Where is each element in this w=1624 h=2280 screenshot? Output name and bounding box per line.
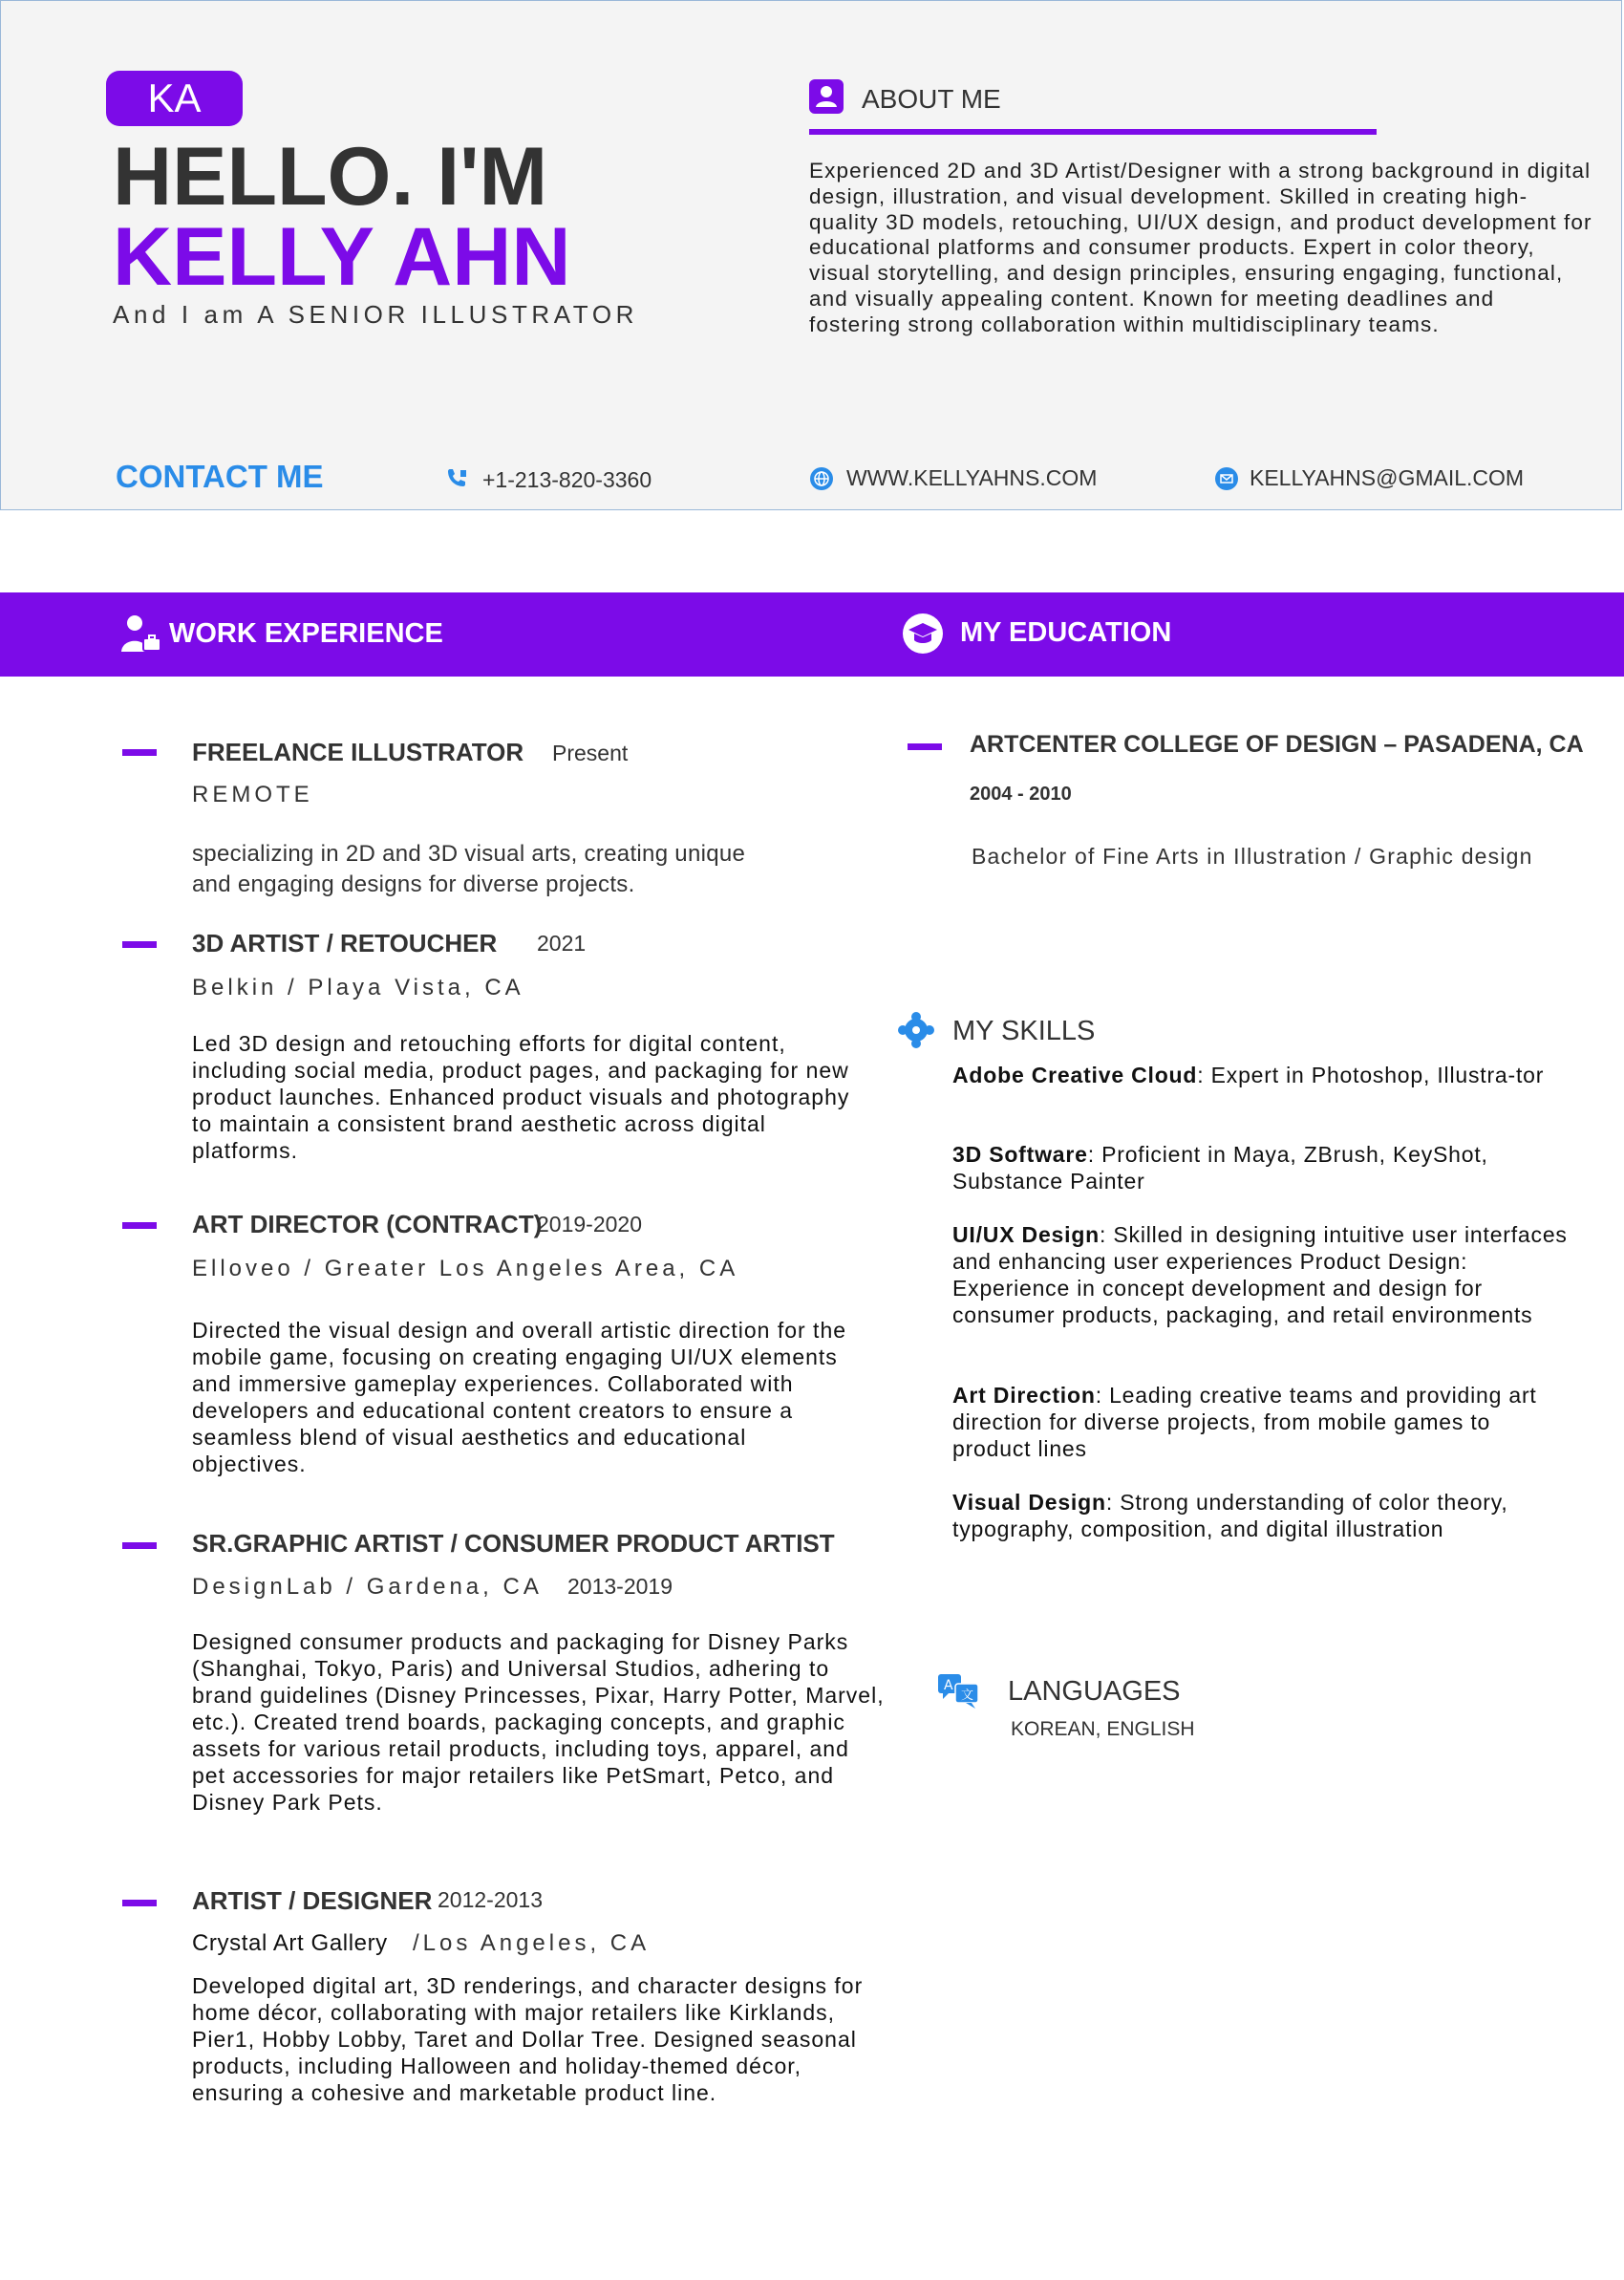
- about-text: Experienced 2D and 3D Artist/Designer with a strong background in digital design, illustration, and visual development. Skilled in creating high-quality 3D models, retouching, UI/UX design, and product development for educational platforms and consumer products. Expert in color theory, visual storytelling, and design principles, ensuring engaging, functional, and visually appealing content. Known for meeting deadlines and fostering strong collaboration within multidisciplinary teams.: [809, 159, 1592, 336]
- skill-label: 3D Software: [952, 1142, 1088, 1167]
- skill-text: : Skilled in designing intuitive user interfaces and enhancing user experiences Product Design: Experience in concept development and design for consumer products, packaging, and retail environments: [952, 1222, 1568, 1327]
- job-description: specializing in 2D and 3D visual arts, creating unique and engaging designs for diverse projects.: [192, 841, 746, 897]
- skill-label: Art Direction: [952, 1383, 1096, 1408]
- skill-label: UI/UX Design: [952, 1222, 1100, 1247]
- skill-item: [952, 1489, 1573, 1542]
- skill-text: : Expert in Photoshop, Illustra-tor: [1197, 1063, 1545, 1087]
- job-title: ART DIRECTOR (CONTRACT): [192, 1210, 543, 1238]
- job-title: SR.GRAPHIC ARTIST / CONSUMER PRODUCT ARTIST: [192, 1529, 835, 1558]
- job-place: Belkin / Playa Vista, CA: [192, 975, 524, 1000]
- languages-title: LANGUAGES: [1008, 1676, 1181, 1707]
- skill-item: [952, 1062, 1573, 1088]
- contact-email[interactable]: KELLYAHNS@GMAIL.COM: [1250, 465, 1525, 490]
- experience-marker: [122, 1222, 157, 1229]
- job-company: Crystal Art Gallery: [192, 1930, 388, 1956]
- contact-phone[interactable]: +1-213-820-3360: [482, 467, 652, 492]
- translate-icon: [937, 1672, 981, 1710]
- job-title: ARTIST / DESIGNER: [192, 1886, 433, 1915]
- job-title: FREELANCE ILLUSTRATOR: [192, 738, 524, 766]
- skill-text: : Leading creative teams and providing art direction for diverse projects, from mobile games to product lines: [952, 1383, 1537, 1461]
- job-date: 2012-2013: [438, 1887, 543, 1912]
- job-title: 3D ARTIST / RETOUCHER: [192, 929, 498, 957]
- name-heading: KELLY AHN: [113, 211, 571, 303]
- education-degree: Bachelor of Fine Arts in Illustration / Graphic design: [972, 844, 1533, 869]
- user-icon: [809, 79, 844, 114]
- job-date: 2021: [537, 931, 587, 956]
- globe-icon: [810, 467, 833, 490]
- worker-icon: [120, 613, 162, 654]
- skill-text: : Strong understanding of color theory, typography, composition, and digital illustration: [952, 1490, 1508, 1541]
- skill-text: : Proficient in Maya, ZBrush, KeyShot, Substance Painter: [952, 1142, 1488, 1194]
- email-icon: [1215, 467, 1238, 490]
- job-date: Present: [552, 741, 629, 765]
- job-place: REMOTE: [192, 782, 313, 807]
- education-years: 2004 - 2010: [970, 784, 1072, 805]
- job-description: Developed digital art, 3D renderings, and character designs for home décor, collaborating with major retailers like Kirklands, Pier1, Hobby Lobby, Taret and Dollar Tree. Designed seasonal products, including Halloween and holiday-themed décor, ensuring a cohesive and marketable product line.: [192, 1973, 864, 2105]
- svg-text:文: 文: [961, 1688, 974, 1703]
- languages-list: KOREAN, ENGLISH: [1011, 1718, 1195, 1740]
- experience-marker: [122, 749, 157, 756]
- tagline: And I am A SENIOR ILLUSTRATOR: [113, 300, 639, 329]
- skills-icon: [897, 1011, 935, 1049]
- experience-marker: [122, 1542, 157, 1549]
- education-title: MY EDUCATION: [960, 617, 1172, 648]
- job-place: DesignLab / Gardena, CA: [192, 1574, 543, 1600]
- skill-label: Adobe Creative Cloud: [952, 1063, 1198, 1087]
- graduation-cap-icon: [902, 613, 944, 655]
- education-school: ARTCENTER COLLEGE OF DESIGN – PASADENA, CA: [970, 731, 1584, 758]
- svg-text:A: A: [944, 1678, 953, 1693]
- about-underline: [809, 129, 1377, 135]
- contact-title: CONTACT ME: [116, 459, 324, 494]
- skill-label: Visual Design: [952, 1490, 1106, 1515]
- phone-icon: [445, 467, 472, 490]
- job-date: 2013-2019: [567, 1574, 673, 1599]
- job-place: Elloveo / Greater Los Angeles Area, CA: [192, 1256, 739, 1281]
- job-place: /Los Angeles, CA: [413, 1930, 651, 1956]
- job-description: Designed consumer products and packaging for Disney Parks (Shanghai, Tokyo, Paris) and Universal Studios, adhering to brand guidelines (Disney Princesses, Pixar, Harry Potter, Marvel, etc.). Created trend boards, packaging concepts, and graphic assets for various retail products, including toys, apparel, and pet accessories for major retailers like PetSmart, Petco, and Disney Park Pets.: [192, 1629, 885, 1815]
- about-title: ABOUT ME: [862, 84, 1001, 114]
- job-description: Led 3D design and retouching efforts for digital content, including social media, product pages, and packaging for new product launches. Enhanced product visuals and photography to maintain a consistent brand aesthetic across digital platforms.: [192, 1031, 850, 1163]
- job-date: 2019-2020: [537, 1212, 642, 1237]
- skill-item: [952, 1382, 1573, 1462]
- contact-website[interactable]: WWW.KELLYAHNS.COM: [846, 465, 1098, 490]
- work-experience-title: WORK EXPERIENCE: [169, 618, 443, 649]
- greeting-heading: HELLO. I'M: [113, 131, 548, 223]
- skills-title: MY SKILLS: [952, 1016, 1096, 1046]
- initials-badge: KA: [106, 71, 243, 126]
- skill-item: [952, 1141, 1573, 1194]
- experience-marker: [122, 1900, 157, 1906]
- skill-item: [952, 1221, 1573, 1328]
- education-marker: [908, 743, 942, 750]
- experience-marker: [122, 941, 157, 948]
- job-description: Directed the visual design and overall artistic direction for the mobile game, focusing on creating engaging UI/UX elements and immersive gameplay experiences. Collaborated with developers and educational content creators to ensure a seamless blend of visual aesthetics and educational objectives.: [192, 1318, 847, 1476]
